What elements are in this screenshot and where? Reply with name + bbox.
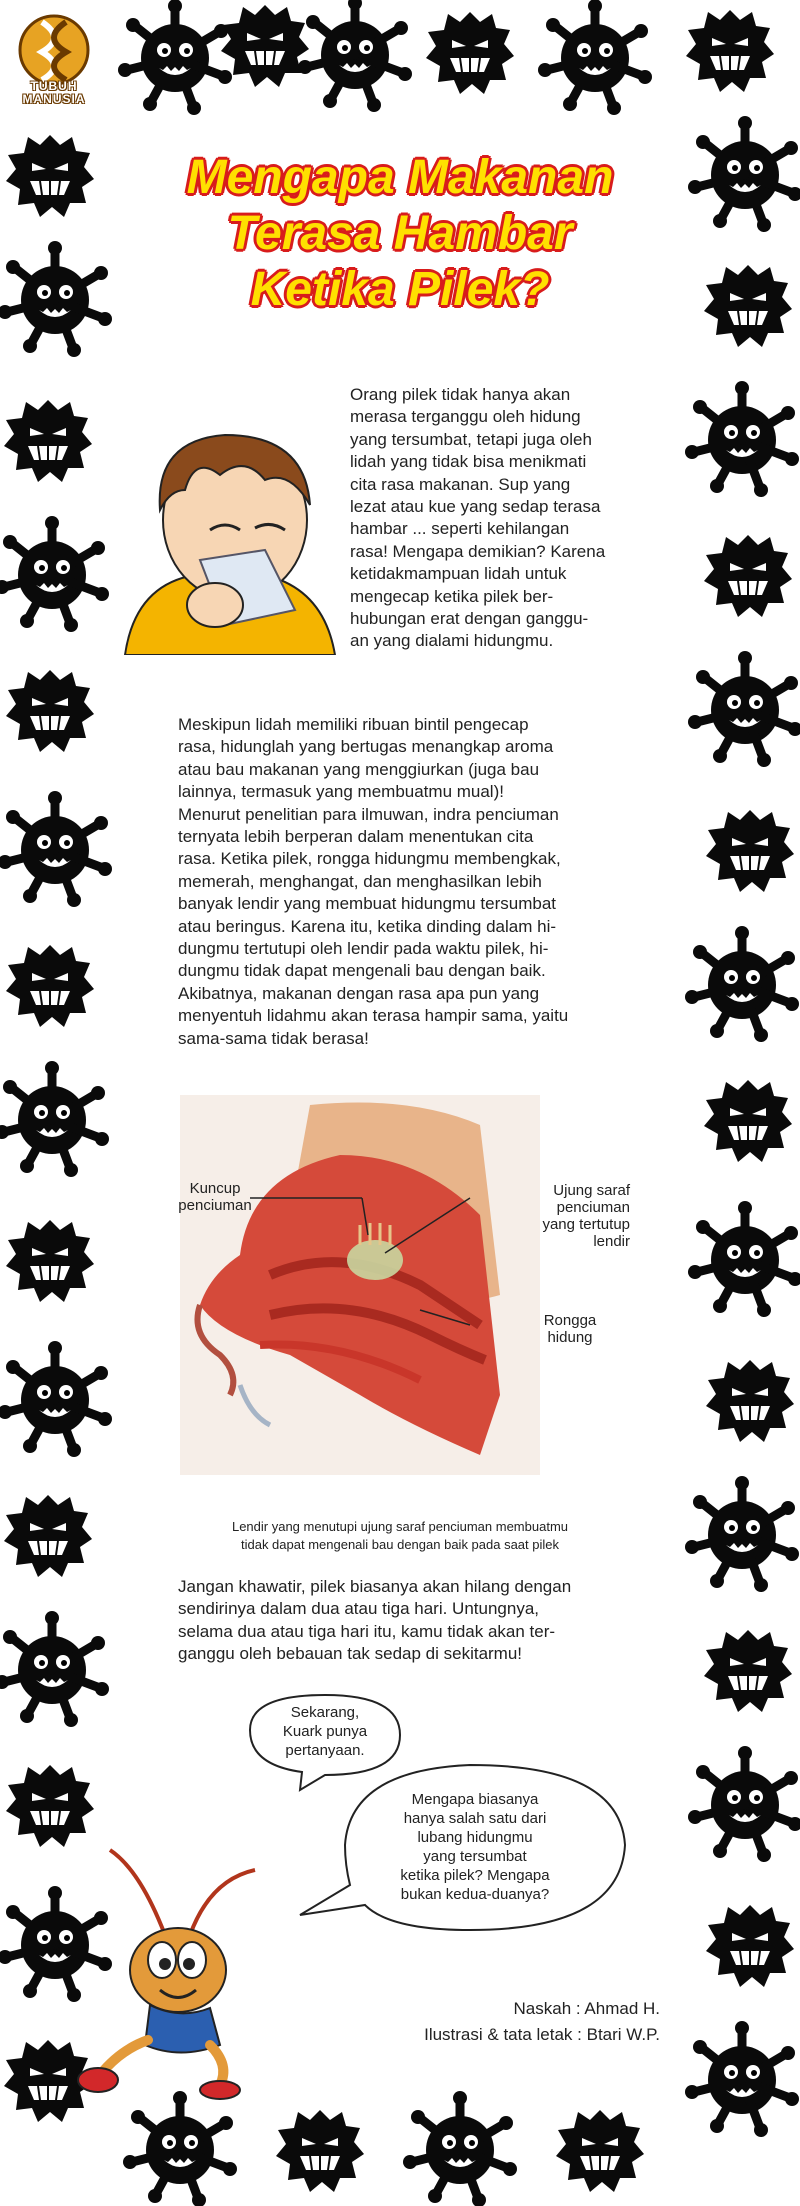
sick-boy-illustration (115, 410, 340, 655)
text-line: yang tersumbat, tetapi juga oleh (350, 429, 592, 449)
text-line: Menurut penelitian para ilmuwan, indra penciuman (178, 804, 559, 824)
bubble-line: Kuark punya (282, 1723, 368, 1740)
kuark-mascot-illustration (70, 1840, 270, 2100)
text-line: atau bau makanan yang menggiurkan (juga bau (178, 759, 540, 779)
label-rongga-hidung (530, 1312, 610, 1346)
text-line: dungmu tidak dapat mengenali bau dengan baik. (178, 961, 546, 981)
text-line: ternyata lebih berperan dalam menentukan cita (178, 827, 534, 847)
label-line: lendir (593, 1233, 630, 1250)
bubble-line: pertanyaan. (285, 1742, 365, 1759)
page-title (130, 150, 670, 318)
title-line: Ketika Pilek? (250, 263, 550, 316)
label-line: Rongga (543, 1312, 597, 1329)
text-line: rasa. Ketika pilek, rongga hidungmu membengkak, (178, 849, 561, 869)
text-line: ganggu oleh bebauan tak sedap di sekitarmu! (178, 1644, 523, 1664)
text-line: lainnya, termasuk yang membuatmu mual)! (178, 782, 504, 802)
nasal-cavity-diagram (180, 1095, 540, 1475)
label-line: hidung (547, 1329, 593, 1346)
text-line: merasa terganggu oleh hidung (350, 407, 581, 427)
text-line: dungmu tertutupi oleh lendir pada waktu pilek, hi- (178, 939, 549, 959)
text-line: rasa! Mengapa demikian? Karena (350, 541, 606, 561)
bubble-line: ketika pilek? Mengapa (400, 1867, 550, 1884)
bubble-line: hanya salah satu dari (403, 1810, 547, 1827)
text-line: hambar ... seperti kehilangan (350, 519, 570, 539)
text-line: memerah, menghangat, dan menghasilkan lebih (178, 871, 542, 891)
bubble-line: lubang hidungmu (417, 1829, 533, 1846)
text-line: lezat atau kue yang sedap terasa (350, 497, 601, 517)
text-line: Akibatnya, makanan dengan rasa apa pun yang (178, 983, 540, 1003)
text-line: selama dua atau tiga hari itu, kamu tidak akan ter- (178, 1621, 556, 1641)
text-line: cita rasa makanan. Sup yang (350, 474, 571, 494)
text-line: Meskipun lidah memiliki ribuan bintil pengecap (178, 715, 529, 734)
label-ujung-saraf (520, 1182, 630, 1250)
text-line: ketidakmampuan lidah untuk (350, 564, 567, 584)
credits (424, 1996, 660, 2048)
text-line: mengecap ketika pilek ber- (350, 586, 554, 606)
diagram-caption (160, 1518, 640, 1554)
label-kuncup-penciuman (160, 1180, 270, 1214)
text-line: hubungan erat dengan ganggu- (350, 609, 589, 629)
text-line: Jangan khawatir, pilek biasanya akan hilang dengan (178, 1577, 572, 1596)
text-line: banyak lendir yang membuat hidungmu tersumbat (178, 894, 556, 914)
text-line: sendirinya dalam dua atau tiga hari. Untungnya, (178, 1599, 540, 1619)
title-line: Mengapa Makanan (186, 151, 614, 204)
text-line: sama-sama tidak berasa! (178, 1028, 369, 1048)
text-line: an yang dialami hidungmu. (350, 631, 554, 651)
credit-writer: Naskah : Ahmad H. (513, 1999, 660, 2018)
text-line: menyentuh lidahmu akan terasa hampir sama, yaitu (178, 1006, 569, 1026)
intro-paragraph (350, 384, 660, 653)
bubble-line: Sekarang, (290, 1704, 360, 1721)
title-line: Terasa Hambar (227, 207, 573, 260)
caption-line: Lendir yang menutupi ujung saraf penciuman membuatmu (231, 1519, 569, 1534)
text-line: rasa, hidunglah yang bertugas menangkap aroma (178, 737, 554, 757)
bubble-question-text (355, 1790, 595, 1904)
label-line: penciuman (556, 1199, 630, 1216)
caption-line: tidak dapat mengenali bau dengan baik pada saat pilek (240, 1537, 560, 1552)
label-line: penciuman (178, 1197, 252, 1214)
logo-text: TUBUH MANUSIA (22, 79, 86, 106)
body-paragraph-1 (178, 714, 648, 1050)
body-paragraph-2 (178, 1576, 658, 1666)
credit-illustrator: Ilustrasi & tata letak : Btari W.P. (424, 2025, 660, 2044)
label-line: Kuncup (189, 1180, 241, 1197)
text-line: atau beringus. Karena itu, ketika dinding dalam hi- (178, 916, 557, 936)
text-line: Orang pilek tidak hanya akan (350, 385, 571, 404)
bubble-line: Mengapa biasanya (411, 1791, 539, 1808)
bubble-line: bukan kedua-duanya? (400, 1886, 550, 1903)
text-line: lidah yang tidak bisa menikmati (350, 452, 587, 472)
label-line: yang tertutup (542, 1216, 630, 1233)
bubble-small-text (255, 1703, 395, 1760)
label-line: Ujung saraf (553, 1182, 630, 1199)
bubble-line: yang tersumbat (423, 1848, 527, 1865)
